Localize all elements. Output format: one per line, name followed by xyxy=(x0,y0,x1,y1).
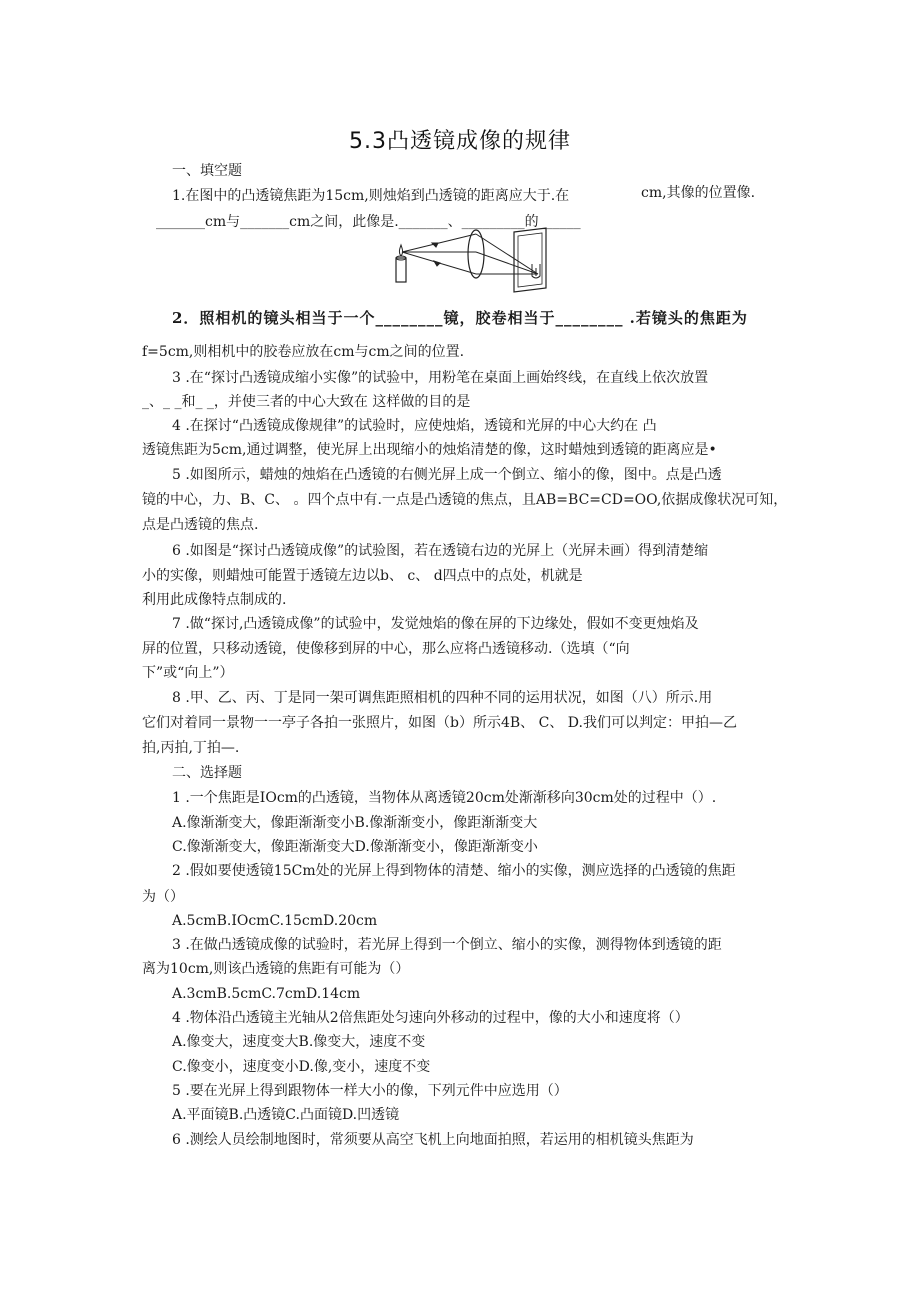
q8-line1: 8 .甲、乙、丙、丁是同一架可调焦距照相机的四种不同的运用状况，如图（八）所示.用 xyxy=(172,690,713,706)
q5-line2: 镜的中心，力、B、C、 。四个点中有.一点是凸透镜的焦点，且AB=BC=CD=OO,依据成像状况可知， xyxy=(142,492,788,508)
c3-options: A.3cmB.5cmC.7cmD.14cm xyxy=(172,986,361,1002)
c1-options-cd: C.像渐渐变大，像距渐渐变大D.像渐渐变小，像距渐渐变小 xyxy=(172,839,538,855)
c2-stem-line2: 为（） xyxy=(142,889,184,905)
q6-line3: 利用此成像特点制成的. xyxy=(142,592,287,608)
c5-stem: 5 .要在光屏上得到跟物体一样大小的像，下列元件中应选用（） xyxy=(172,1083,568,1099)
q5-line1: 5 .如图所示，蜡烛的烛焰在凸透镜的右侧光屏上成一个倒立、缩小的像，图中。点是凸透 xyxy=(172,467,722,483)
c1-options-ab: A.像渐渐变大，像距渐渐变小B.像渐渐变小，像距渐渐变大 xyxy=(172,815,538,831)
c4-options-cd: C.像变小，速度变小D.像,变小，速度不变 xyxy=(172,1059,431,1075)
q2-line2: f=5cm,则相机中的胶卷应放在cm与cm之间的位置. xyxy=(142,344,465,360)
c3-stem-line1: 3 .在做凸透镜成像的试验时，若光屏上得到一个倒立、缩小的实像，测得物体到透镜的距 xyxy=(172,937,722,953)
q7-line1: 7 .做“探讨,凸透镜成像”的试验中，发觉烛焰的像在屏的下边缘处，假如不变更烛焰及 xyxy=(172,616,699,632)
q7-line2: 屏的位置，只移动透镜，使像移到屏的中心，那么应将凸透镜移动.（选填（“向 xyxy=(142,641,630,657)
c4-options-ab: A.像变大，速度变大B.像变大，速度不变 xyxy=(172,1034,426,1050)
q8-line2: 它们对着同一景物一一亭子各拍一张照片，如图（b）所示4B、 C、 D.我们可以判定：甲拍—乙 xyxy=(142,715,737,731)
q4-line2: 透镜焦距为5cm,通过调整，使光屏上出现缩小的烛焰清楚的像，这时蜡烛到透镜的距离应是• xyxy=(142,442,717,458)
c1-stem: 1 .一个焦距是IOcm的凸透镜，当物体从离透镜20cm处渐渐移向30cm处的过程中（）. xyxy=(172,790,717,806)
c6-stem: 6 .测绘人员绘制地图时，常须要从高空飞机上向地面拍照，若运用的相机镜头焦距为 xyxy=(172,1132,694,1148)
q3-line2: _、_ _和_ _，并使三者的中心大致在 这样做的目的是 xyxy=(142,394,471,410)
section-heading-fill-blank: 一、填空题 xyxy=(172,163,242,179)
q3-line1: 3 .在“探讨凸透镜成缩小实像”的试验中，用粉笔在桌面上画始终线，在直线上依次放置 xyxy=(172,370,709,386)
q1-line2: _______cm与_______cm之间，此像是._______、_________的______ xyxy=(156,214,581,230)
q6-line2: 小的实像，则蜡烛可能置于透镜左边以b、 c、 d四点中的点处，机就是 xyxy=(142,568,583,584)
convex-lens-diagram xyxy=(388,226,558,302)
section-heading-multiple-choice: 二、选择题 xyxy=(172,765,242,781)
c2-stem-line1: 2 .假如要使透镜15Cm处的光屏上得到物体的清楚、缩小的实像，测应选择的凸透镜的焦距 xyxy=(172,863,736,879)
q7-line3: 下”或“向上”） xyxy=(142,665,234,681)
c4-stem: 4 .物体沿凸透镜主光轴从2倍焦距处匀速向外移动的过程中，像的大小和速度将（） xyxy=(172,1010,689,1026)
q8-line3: 拍,丙拍,丁拍—. xyxy=(142,740,240,756)
candle-icon xyxy=(396,245,406,282)
page-title: 5.3凸透镜成像的规律 xyxy=(349,129,571,154)
c2-options: A.5cmB.IOcmC.15cmD.20cm xyxy=(172,913,378,929)
screen xyxy=(514,228,546,292)
q4-line1: 4 .在探讨“凸透镜成像规律”的试验时，应使烛焰，透镜和光屏的中心大约在 凸 xyxy=(172,418,657,434)
q6-line1: 6 .如图是“探讨凸透镜成像”的试验图，若在透镜右边的光屏上（光屏未画）得到清楚缩 xyxy=(172,543,709,559)
q2-line1: 2．照相机的镜头相当于一个________镜，胶卷相当于________ .若镜头的焦距为 xyxy=(172,309,748,327)
q1-line1-tail: cm,其像的位置像. xyxy=(641,185,756,201)
q5-line3: 点是凸透镜的焦点. xyxy=(142,517,259,533)
q1-line1: 1.在图中的凸透镜焦距为15cm,则烛焰到凸透镜的距离应大于.在 xyxy=(172,188,570,204)
c5-options: A.平面镜B.凸透镜C.凸面镜D.凹透镜 xyxy=(172,1107,400,1123)
c3-stem-line2: 离为10cm,则该凸透镜的焦距有可能为（） xyxy=(142,961,410,977)
